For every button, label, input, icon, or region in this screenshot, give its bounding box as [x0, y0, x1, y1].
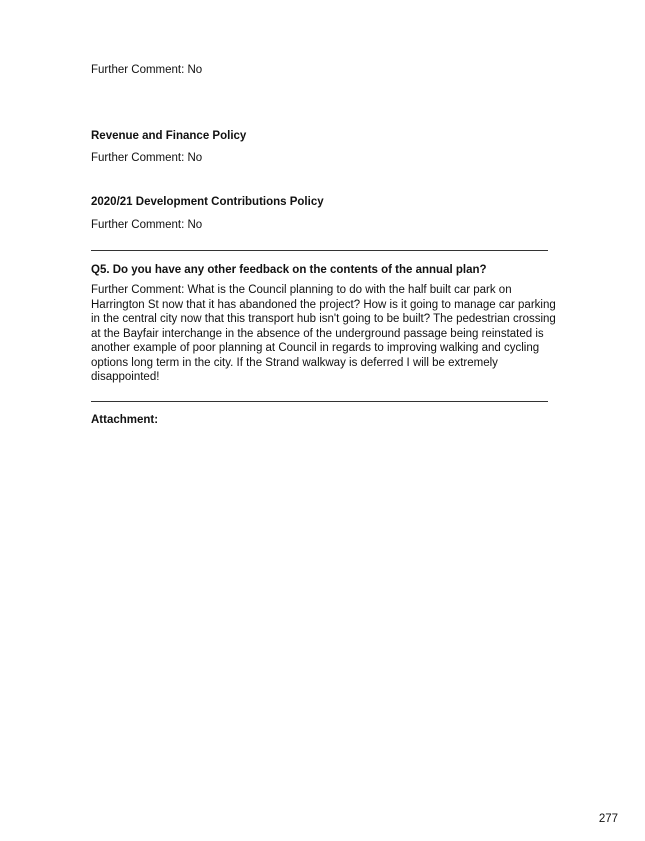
q5-answer — [91, 283, 556, 385]
section-divider — [91, 401, 548, 402]
q5-answer-line: Harrington St now that it has abandoned the project? How is it going to manage car parking — [91, 298, 556, 311]
page-number: 277 — [598, 813, 618, 825]
revenue-finance-heading: Revenue and Finance Policy — [91, 130, 247, 142]
q5-answer-line: at the Bayfair interchange in the absence of the underground passage being reinstated is — [91, 327, 544, 340]
q5-answer-line: in the central city now that this transport hub isn't going to be built? The pedestrian crossing — [91, 313, 556, 325]
q5-answer-line: disappointed! — [91, 371, 160, 383]
attachment-heading: Attachment: — [91, 414, 159, 426]
q5-answer-line: Further Comment: What is the Council planning to do with the half built car park on — [91, 284, 512, 296]
q5-heading: Q5. Do you have any other feedback on the contents of the annual plan? — [91, 264, 487, 276]
section-divider — [91, 250, 548, 251]
development-contributions-heading: 2020/21 Development Contributions Policy — [91, 196, 324, 208]
top-further-comment: Further Comment: No — [91, 64, 203, 76]
revenue-finance-comment: Further Comment: No — [91, 152, 203, 164]
q5-answer-line: another example of poor planning at Council in regards to improving walking and cycling — [91, 342, 540, 354]
q5-answer-line: options long term in the city. If the Strand walkway is deferred I will be extremely — [91, 356, 498, 369]
development-contributions-comment: Further Comment: No — [91, 219, 203, 231]
